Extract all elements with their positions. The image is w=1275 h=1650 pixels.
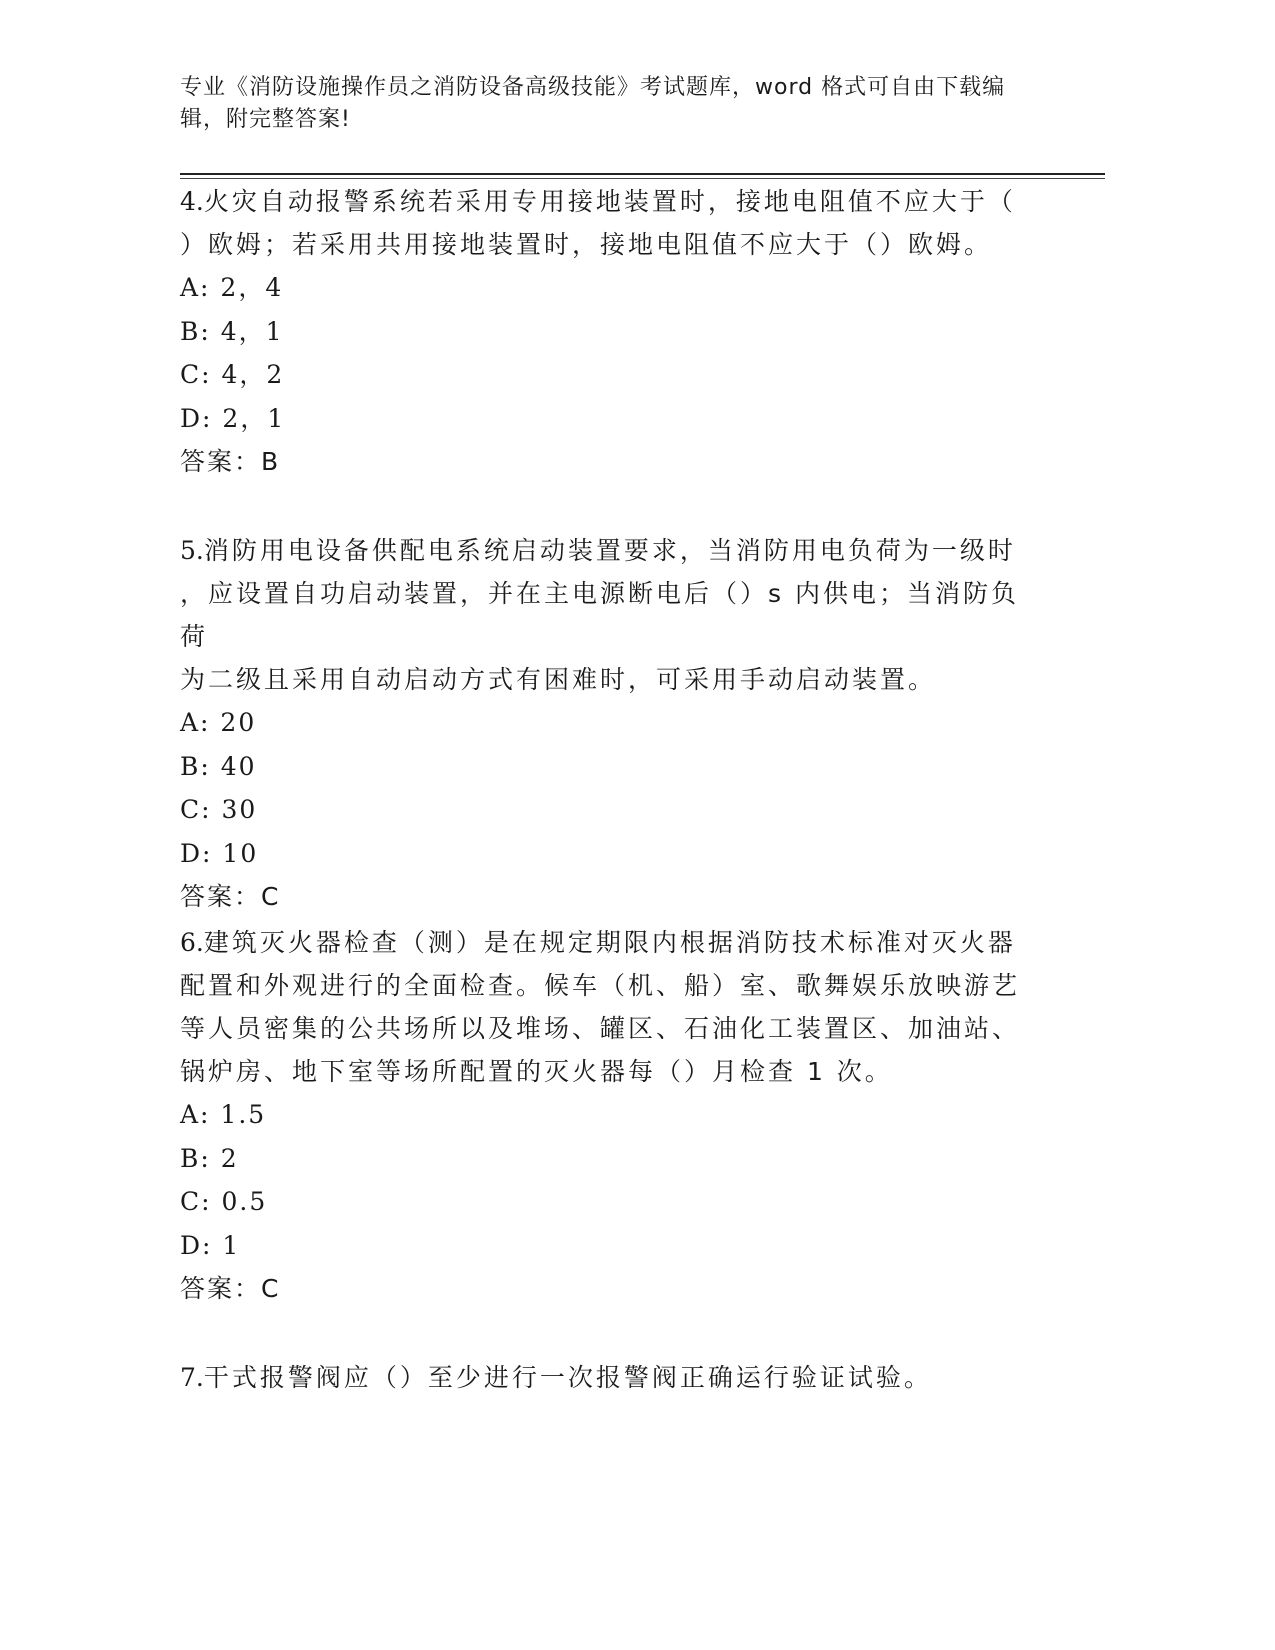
- question-stem: [180, 921, 1040, 964]
- question-stem-line: 配置和外观进行的全面检查。候车（机、船）室、歌舞娱乐放映游艺: [180, 971, 1021, 1000]
- question-stem-line: 消防用电设备供配电系统启动装置要求，当消防用电负荷为一级时: [203, 536, 1016, 565]
- option-a: A: 2，4: [180, 273, 284, 302]
- question-6: [180, 921, 1040, 1310]
- answer: 答案：C: [180, 1274, 281, 1303]
- option-b: B: 2: [180, 1143, 239, 1173]
- option-c: C: 0.5: [180, 1187, 268, 1216]
- option-c: C: 30: [180, 795, 258, 824]
- document-header: [180, 72, 1060, 136]
- question-stem-line: 干式报警阀应（）至少进行一次报警阀正确运行验证试验。: [203, 1363, 932, 1392]
- header-divider-thin: [180, 178, 1105, 179]
- header-divider-thick: [180, 173, 1105, 175]
- question-number: 5.: [180, 536, 204, 565]
- question-stem-line: 等人员密集的公共场所以及堆场、罐区、石油化工装置区、加油站、: [180, 1014, 1021, 1043]
- question-number: 4.: [180, 187, 204, 216]
- question-stem: [180, 1356, 1040, 1399]
- question-stem-line: 建筑灭火器检查（测）是在规定期限内根据消防技术标准对灭火器: [203, 928, 1016, 957]
- question-stem-line: 为二级且采用自动启动方式有困难时，可采用手动启动装置。: [180, 665, 937, 694]
- answer: 答案：C: [180, 882, 281, 911]
- question-stem-line: ，应设置自功启动装置，并在主电源断电后（）s 内供电；当消防负荷: [180, 579, 1019, 651]
- option-a: A: 1.5: [180, 1100, 267, 1129]
- header-line-1: 专业《消防设施操作员之消防设备高级技能》考试题库，word 格式可自由下载编: [180, 75, 1006, 100]
- question-5: [180, 529, 1040, 918]
- option-d: D: 1: [180, 1230, 241, 1260]
- question-number: 7.: [180, 1363, 204, 1392]
- header-line-2: 辑，附完整答案!: [180, 107, 351, 132]
- option-d: D: 10: [180, 838, 259, 868]
- option-c: C: 4，2: [180, 360, 285, 389]
- option-d: D: 2，1: [180, 403, 286, 433]
- answer: 答案：B: [180, 447, 281, 476]
- question-stem: [180, 180, 1040, 223]
- question-4: [180, 180, 1040, 483]
- question-stem-line: ）欧姆；若采用共用接地装置时，接地电阻值不应大于（）欧姆。: [180, 230, 993, 259]
- option-a: A: 20: [180, 708, 257, 737]
- question-stem-line: 锅炉房、地下室等场所配置的灭火器每（）月检查 1 次。: [180, 1057, 893, 1086]
- option-b: B: 40: [180, 751, 257, 781]
- question-stem-line: 火灾自动报警系统若采用专用接地装置时，接地电阻值不应大于（: [203, 187, 1016, 216]
- question-7: [180, 1356, 1040, 1399]
- question-stem: [180, 529, 1040, 572]
- option-b: B: 4，1: [180, 316, 284, 346]
- question-number: 6.: [180, 928, 204, 957]
